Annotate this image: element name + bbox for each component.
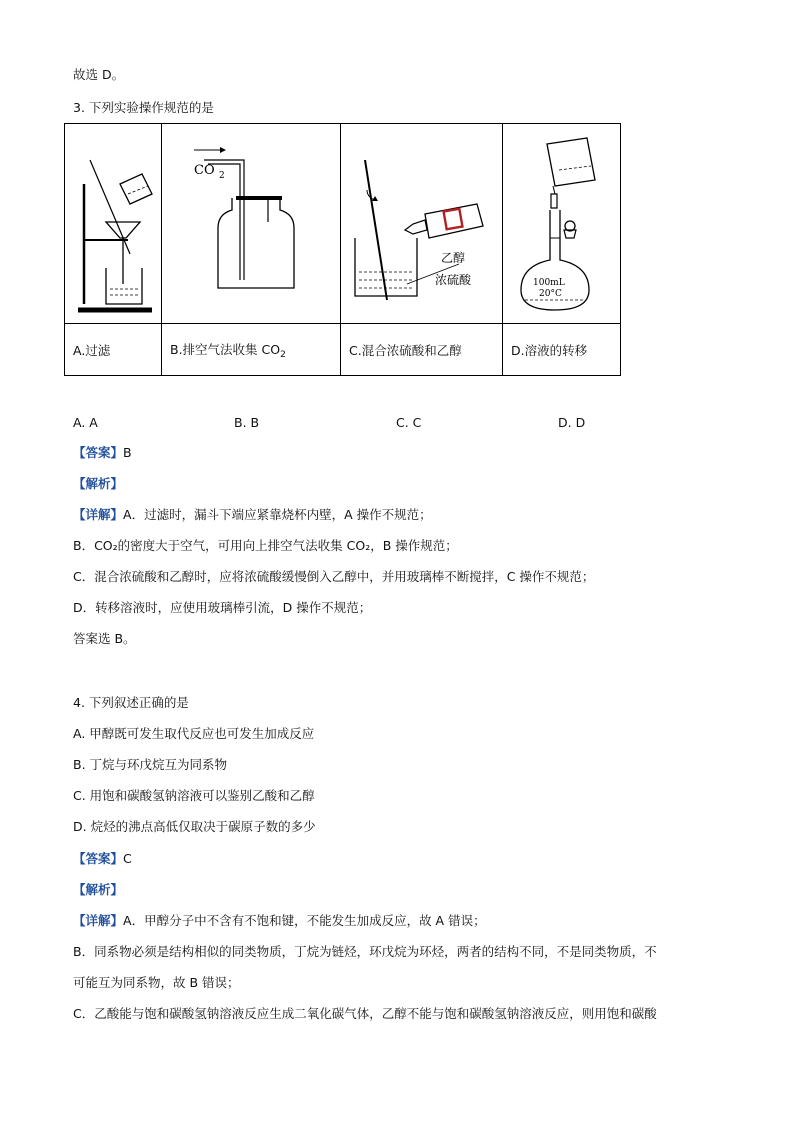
caption-b (162, 324, 341, 376)
q4-detail-line-2: B．同系物必须是结构相似的同类物质，丁烷为链烃，环戊烷为环烃，两者的结构不同，不是同类物质，不 (73, 944, 657, 959)
b-gas-label: CO (194, 162, 215, 178)
q4-answer: C (123, 851, 132, 866)
q3-detail-line-5: 答案选 B。 (73, 631, 136, 646)
caption-b-text: B.排空气法收集 CO (170, 341, 281, 357)
question-3-figure-table (64, 123, 621, 376)
q4-detail-line-3: 可能互为同系物，故 B 错误； (73, 975, 240, 990)
q3-option-b: B. B (234, 415, 260, 430)
q4-option-c: C. 用饱和碳酸氢钠溶液可以鉴别乙酸和乙醇 (73, 788, 315, 803)
c-ethanol-label: 乙醇 (440, 250, 465, 265)
q3-detail-tag: 【详解】 (73, 507, 124, 522)
q3-option-a: A. A (73, 415, 98, 430)
q4-answer-tag: 【答案】 (73, 851, 124, 866)
caption-c: C.混合浓硫酸和乙醇 (341, 324, 503, 376)
caption-d: D.溶液的转移 (503, 324, 621, 376)
d-volume-label: 100mL (532, 277, 565, 288)
q3-analysis-tag: 【解析】 (73, 476, 124, 491)
filtration-apparatus-icon (68, 134, 158, 314)
caption-b-subscript: 2 (280, 349, 286, 360)
d-temp-label: 20°C (538, 288, 562, 299)
caption-a: A.过滤 (65, 324, 162, 376)
figure-d-solution-transfer (503, 124, 621, 324)
figure-a-filtration (65, 124, 162, 324)
q3-option-d: D. D (558, 415, 586, 430)
volumetric-flask-icon (507, 134, 617, 314)
q4-analysis-tag: 【解析】 (73, 882, 124, 897)
q3-detail-line-3: C．混合浓硫酸和乙醇时，应将浓硫酸缓慢倒入乙醇中，并用玻璃棒不断搅拌，C 操作不规范； (73, 569, 595, 584)
q3-answer-line (73, 445, 132, 461)
figure-c-mixing-acid (341, 124, 503, 324)
q3-detail-line-1: 【详解】A．过滤时，漏斗下端应紧靠烧杯内壁，A 操作不规范； (73, 507, 432, 522)
q4-detail-line-1: 【详解】A．甲醇分子中不含有不饱和键，不能发生加成反应，故 A 错误； (73, 913, 486, 928)
q3-answer-tag: 【答案】 (73, 445, 124, 460)
q3-detail-line-2: B．CO₂的密度大于空气，可用向上排空气法收集 CO₂，B 操作规范； (73, 538, 458, 553)
figure-b-gas-collection (162, 124, 341, 324)
q4-option-d: D. 烷烃的沸点高低仅取决于碳原子数的多少 (73, 819, 316, 834)
question-4-stem: 4. 下列叙述正确的是 (73, 695, 189, 710)
q4-option-a: A. 甲醇既可发生取代反应也可发生加成反应 (73, 726, 315, 741)
question-3-stem: 3. 下列实验操作规范的是 (73, 100, 214, 115)
c-acid-label: 浓硫酸 (434, 272, 471, 287)
q4-detail-line-4: C．乙酸能与饱和碳酸氢钠溶液反应生成二氧化碳气体，乙醇不能与饱和碳酸氢钠溶液反应，则用饱和碳酸 (73, 1006, 657, 1021)
previous-answer-line: 故选 D。 (73, 67, 125, 82)
gas-bottle-icon (186, 134, 316, 314)
q4-detail-tag: 【详解】 (73, 913, 124, 928)
q3-answer: B (123, 445, 132, 460)
q4-option-b: B. 丁烷与环戊烷互为同系物 (73, 757, 228, 772)
q3-detail-line-4: D．转移溶液时，应使用玻璃棒引流，D 操作不规范； (73, 600, 372, 615)
q3-option-c: C. C (396, 415, 422, 430)
b-gas-subscript: 2 (219, 170, 225, 181)
q4-answer-line (73, 851, 132, 867)
beaker-and-bottle-icon (347, 134, 497, 314)
